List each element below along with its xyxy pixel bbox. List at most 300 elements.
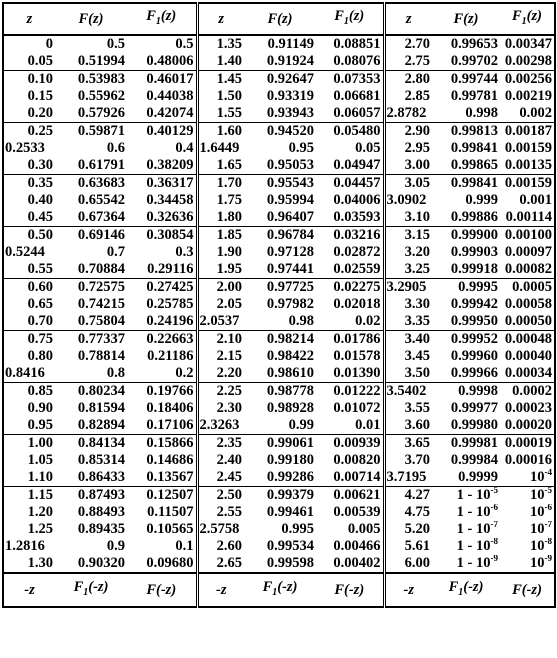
z-value-cell: 1.45 xyxy=(197,70,244,88)
f1-value-cell: 0.42074 xyxy=(146,104,194,121)
z-value-cell: 0.65 xyxy=(27,295,53,312)
footer-cell-4: $F_1(-z)$ xyxy=(262,578,298,598)
z-value-cell: 5.61 xyxy=(384,538,432,555)
f1-value-cell: 0.22663 xyxy=(146,330,194,347)
f1-value-cell: 0.14686 xyxy=(146,451,194,468)
z-value-cell: 1.50 xyxy=(197,88,244,105)
f-value-cell: $1 - 10^{-9}$ xyxy=(456,554,498,571)
f1-value-cell: 0.08076 xyxy=(333,52,381,69)
f-value-cell: 0.99461 xyxy=(266,503,314,520)
f-value-cell: 0.99 xyxy=(288,416,314,433)
f1-value-cell: 0.38209 xyxy=(146,156,194,173)
f1-value-cell: 0.12507 xyxy=(146,486,194,503)
f1-value-cell: 0.00020 xyxy=(504,416,552,433)
table-row xyxy=(3,348,555,365)
z-value-cell: 1.20 xyxy=(27,503,53,520)
f1-value-cell: 0.1 xyxy=(175,537,194,554)
z-value-cell: 3.05 xyxy=(384,174,432,192)
f-value-cell: 0.70884 xyxy=(77,260,125,277)
z-value-cell: 2.5758 xyxy=(197,521,244,538)
table-row xyxy=(3,486,555,504)
f1-value-cell: 0.00159 xyxy=(504,139,552,156)
z-value-cell: 2.70 xyxy=(384,35,432,53)
f1-value-cell: 0.002 xyxy=(519,104,552,121)
z-value-cell: 0.20 xyxy=(27,104,53,121)
f-value-cell: 0.94520 xyxy=(266,122,314,139)
f-value-cell: 0.99598 xyxy=(266,554,314,571)
f1-value-cell: 0.29116 xyxy=(147,260,194,277)
f-value-cell: 0.96784 xyxy=(266,226,314,243)
z-value-cell: 2.85 xyxy=(384,88,432,105)
f-value-cell: 0.99950 xyxy=(450,312,498,329)
f1-value-cell: 0.15866 xyxy=(146,434,194,451)
z-value-cell: 3.30 xyxy=(384,296,432,313)
f-value-cell: 0.67364 xyxy=(77,208,125,225)
f1-value-cell: $10^{-9}$ xyxy=(530,554,552,571)
header-cell-4: F(z) xyxy=(267,10,293,27)
z-value-cell: 0.05 xyxy=(27,52,53,69)
f-value-cell: 0.99977 xyxy=(450,399,498,416)
f-value-cell: 0.57926 xyxy=(77,104,125,121)
f-value-cell: 0.75804 xyxy=(77,312,125,329)
f1-value-cell: 0.02018 xyxy=(333,295,381,312)
f-value-cell: 0.98 xyxy=(288,312,314,329)
f-value-cell: 0.999 xyxy=(465,191,498,208)
f1-value-cell: 0.00347 xyxy=(504,35,552,52)
f-value-cell: 0.89435 xyxy=(77,520,125,537)
f1-value-cell: 0.13567 xyxy=(146,468,194,485)
f-value-cell: 0.98778 xyxy=(266,382,314,399)
z-value-cell: 2.55 xyxy=(197,504,244,521)
z-value-cell: 1.00 xyxy=(27,434,53,451)
z-value-cell: 2.60 xyxy=(197,538,244,555)
f1-value-cell: 0.07353 xyxy=(333,70,381,87)
f-value-cell: 0.99180 xyxy=(266,451,314,468)
f-value-cell: 0.69146 xyxy=(77,226,125,243)
f-value-cell: 0.8 xyxy=(106,364,125,381)
f-value-cell: 0.99061 xyxy=(266,434,314,451)
f-value-cell: 0.80234 xyxy=(77,382,125,399)
header-cell-5: $F_1(z)$ xyxy=(334,8,365,27)
f1-value-cell: 0.06057 xyxy=(333,104,381,121)
f-value-cell: 0.55962 xyxy=(77,87,125,104)
f-value-cell: 0.99379 xyxy=(266,486,314,503)
f1-value-cell: $10^{-4}$ xyxy=(530,468,552,485)
f-value-cell: 0.99903 xyxy=(450,243,498,260)
f-value-cell: 0.84134 xyxy=(77,434,125,451)
f1-value-cell: 0.00466 xyxy=(333,537,381,554)
z-value-cell: 2.25 xyxy=(197,382,244,400)
row-group xyxy=(3,35,555,71)
f-value-cell: 0.9999 xyxy=(458,468,498,485)
f1-value-cell: 0.00023 xyxy=(504,399,552,416)
f1-value-cell: 0.05 xyxy=(355,139,381,156)
z-value-cell: 3.7195 xyxy=(384,469,432,487)
z-value-cell: 4.75 xyxy=(384,504,432,521)
row-group xyxy=(3,226,555,278)
f-value-cell: 0.7 xyxy=(106,243,125,260)
f-value-cell: $1 - 10^{-7}$ xyxy=(456,520,498,537)
row-group xyxy=(3,382,555,434)
f-value-cell: 0.95994 xyxy=(266,191,314,208)
f1-value-cell: 0.00040 xyxy=(504,347,552,364)
z-value-cell: 1.25 xyxy=(27,520,53,537)
z-value-cell: 2.10 xyxy=(197,330,244,348)
table-footer-row xyxy=(3,573,555,607)
z-value-cell: 1.60 xyxy=(197,122,244,140)
f-value-cell: 0.93943 xyxy=(266,104,314,121)
row-group xyxy=(3,122,555,174)
row-group xyxy=(3,70,555,122)
z-value-cell: 3.60 xyxy=(384,417,432,435)
f1-value-cell: 0.05480 xyxy=(333,122,381,139)
f1-value-cell: 0.0005 xyxy=(512,278,552,295)
z-value-cell: 0.95 xyxy=(27,416,53,433)
f-value-cell: $1 - 10^{-5}$ xyxy=(456,486,498,503)
f1-value-cell: 0.01390 xyxy=(333,364,381,381)
f1-value-cell: 0.01222 xyxy=(333,382,381,399)
table-row xyxy=(3,538,555,555)
z-value-cell: 2.95 xyxy=(384,140,432,157)
table-row xyxy=(3,53,555,71)
table-row xyxy=(3,469,555,487)
f-value-cell: 0.90320 xyxy=(77,554,125,571)
f-value-cell: 0.96407 xyxy=(266,208,314,225)
f-value-cell: 0.86433 xyxy=(77,468,125,485)
table-row xyxy=(3,174,555,192)
z-value-cell: 0.85 xyxy=(27,382,53,399)
f1-value-cell: 0.11507 xyxy=(147,503,194,520)
f1-value-cell: 0.24196 xyxy=(146,312,194,329)
z-value-cell: 2.0537 xyxy=(197,313,244,331)
f1-value-cell: 0.00016 xyxy=(504,451,552,468)
f-value-cell: 0.99286 xyxy=(266,468,314,485)
f-value-cell: 0.65542 xyxy=(77,191,125,208)
z-value-cell: 0.2533 xyxy=(5,139,45,156)
table-row xyxy=(3,70,555,88)
f1-value-cell: 0.25785 xyxy=(146,295,194,312)
f1-value-cell: 0.17106 xyxy=(146,416,194,433)
f1-value-cell: 0.04006 xyxy=(333,191,381,208)
f1-value-cell: 0.02872 xyxy=(333,243,381,260)
f1-value-cell: 0.01578 xyxy=(333,347,381,364)
z-value-cell: 1.95 xyxy=(197,261,244,279)
z-value-cell: 3.50 xyxy=(384,365,432,383)
f-value-cell: 0.82894 xyxy=(77,416,125,433)
row-group xyxy=(3,486,555,573)
z-value-cell: 1.85 xyxy=(197,226,244,244)
z-value-cell: 2.3263 xyxy=(197,417,244,435)
header-cell-2: $F_1(z)$ xyxy=(146,8,177,27)
footer-cell-3: -z xyxy=(197,573,244,607)
z-value-cell: 1.80 xyxy=(197,209,244,227)
table-row xyxy=(3,226,555,244)
f1-value-cell: 0.03593 xyxy=(333,208,381,225)
table-row xyxy=(3,105,555,123)
f-value-cell: 0.99918 xyxy=(450,260,498,277)
f-value-cell: 0.81594 xyxy=(77,399,125,416)
z-value-cell: 2.50 xyxy=(197,486,244,504)
z-value-cell: 0.70 xyxy=(27,312,53,329)
table-row xyxy=(3,434,555,452)
z-value-cell: 0.8416 xyxy=(5,364,45,381)
f-value-cell: 0.97982 xyxy=(266,295,314,312)
row-group xyxy=(3,174,555,226)
f-value-cell: 0.87493 xyxy=(77,486,125,503)
table-row xyxy=(3,521,555,538)
f1-value-cell: 0.00097 xyxy=(504,243,552,260)
f-value-cell: 0.78814 xyxy=(77,347,125,364)
f-value-cell: 0.98610 xyxy=(266,364,314,381)
f1-value-cell: 0.00019 xyxy=(504,434,552,451)
z-value-cell: 3.2905 xyxy=(384,278,432,296)
header-cell-7: F(z) xyxy=(453,10,479,27)
f-value-cell: 0.95543 xyxy=(266,174,314,191)
f1-value-cell: 0.44038 xyxy=(146,87,194,104)
f1-value-cell: 0.00050 xyxy=(504,312,552,329)
z-value-cell: 3.40 xyxy=(384,330,432,348)
f1-value-cell: 0.001 xyxy=(519,191,552,208)
f1-value-cell: 0.02559 xyxy=(333,260,381,277)
f-value-cell: 0.99653 xyxy=(450,35,498,52)
z-value-cell: 0.35 xyxy=(27,174,53,191)
footer-cell-1: $F_1(-z)$ xyxy=(73,578,109,598)
table-row xyxy=(3,88,555,105)
f-value-cell: 0.99886 xyxy=(450,208,498,225)
z-value-cell: 0.10 xyxy=(27,70,53,87)
row-group xyxy=(3,330,555,382)
z-value-cell: 3.10 xyxy=(384,209,432,227)
table-row xyxy=(3,296,555,313)
f-value-cell: 0.95 xyxy=(288,139,314,156)
table-row xyxy=(3,157,555,175)
f-value-cell: $1 - 10^{-6}$ xyxy=(456,503,498,520)
table-row xyxy=(3,330,555,348)
f-value-cell: 0.97725 xyxy=(266,278,314,295)
f1-value-cell: 0.01786 xyxy=(333,330,381,347)
z-value-cell: 1.70 xyxy=(197,174,244,192)
f-value-cell: 0.99966 xyxy=(450,364,498,381)
f-value-cell: 0.99980 xyxy=(450,416,498,433)
header-cell-6: z xyxy=(384,3,432,35)
row-group xyxy=(3,278,555,330)
z-value-cell: 6.00 xyxy=(384,555,432,573)
f-value-cell: 0.95053 xyxy=(266,156,314,173)
f1-value-cell: 0.27425 xyxy=(146,278,194,295)
table-row xyxy=(3,400,555,417)
f-value-cell: 0.98928 xyxy=(266,399,314,416)
header-cell-0: z xyxy=(26,10,33,27)
table-row xyxy=(3,452,555,469)
z-value-cell: 2.40 xyxy=(197,452,244,469)
f-value-cell: 0.99900 xyxy=(450,226,498,243)
f1-value-cell: $10^{-5}$ xyxy=(530,486,552,503)
f1-value-cell: 0.0002 xyxy=(512,382,552,399)
f1-value-cell: 0.00159 xyxy=(504,174,552,191)
f-value-cell: 0.99744 xyxy=(450,70,498,87)
z-value-cell: 0.30 xyxy=(27,156,53,173)
z-value-cell: 2.8782 xyxy=(384,105,432,123)
z-value-cell: 1.15 xyxy=(27,486,53,503)
z-value-cell: 0.50 xyxy=(27,226,53,243)
f1-value-cell: 0.2 xyxy=(175,364,194,381)
table-row xyxy=(3,417,555,435)
z-value-cell: 3.0902 xyxy=(384,192,432,209)
f-value-cell: 0.99813 xyxy=(450,122,498,139)
f1-value-cell: 0.40129 xyxy=(146,122,194,139)
f-value-cell: 0.998 xyxy=(465,104,498,121)
footer-cell-6: -z xyxy=(384,573,432,607)
f-value-cell: 0.98422 xyxy=(266,347,314,364)
z-value-cell: 2.30 xyxy=(197,400,244,417)
table-row xyxy=(3,140,555,157)
z-value-cell: 0.15 xyxy=(27,87,53,104)
z-value-cell: 0.45 xyxy=(27,208,53,225)
z-value-cell: 3.15 xyxy=(384,226,432,244)
f1-value-cell: 0.00402 xyxy=(333,554,381,571)
table-row xyxy=(3,244,555,261)
footer-cell-7: $F_1(-z)$ xyxy=(448,578,484,598)
f1-value-cell: 0.00135 xyxy=(504,156,552,173)
z-value-cell: 2.90 xyxy=(384,122,432,140)
z-value-cell: 1.6449 xyxy=(197,140,244,157)
z-value-cell: 2.20 xyxy=(197,365,244,383)
z-value-cell: 1.55 xyxy=(197,105,244,123)
f1-value-cell: 0.08851 xyxy=(333,35,381,52)
z-value-cell: 3.00 xyxy=(384,157,432,175)
f-value-cell: 0.88493 xyxy=(77,503,125,520)
z-value-cell: 2.00 xyxy=(197,278,244,296)
f-value-cell: 0.74215 xyxy=(77,295,125,312)
table-row xyxy=(3,35,555,53)
z-value-cell: 3.20 xyxy=(384,244,432,261)
f-value-cell: 0.51994 xyxy=(77,52,125,69)
f1-value-cell: 0.00058 xyxy=(504,295,552,312)
z-value-cell: 3.5402 xyxy=(384,382,432,400)
f1-value-cell: $10^{-6}$ xyxy=(530,503,552,520)
header-cell-3: z xyxy=(197,3,244,35)
z-value-cell: 0.80 xyxy=(27,347,53,364)
f1-value-cell: 0.00114 xyxy=(505,208,552,225)
z-value-cell: 1.35 xyxy=(197,35,244,53)
f-value-cell: 0.99841 xyxy=(450,174,498,191)
table-row xyxy=(3,504,555,521)
table-row xyxy=(3,382,555,400)
f1-value-cell: 0.5 xyxy=(175,35,194,52)
f-value-cell: 0.6 xyxy=(106,139,125,156)
table-row xyxy=(3,555,555,573)
z-value-cell: 1.75 xyxy=(197,192,244,209)
f1-value-cell: 0.005 xyxy=(347,520,381,537)
f-value-cell: 0.77337 xyxy=(77,330,125,347)
z-value-cell: 0.90 xyxy=(27,399,53,416)
z-value-cell: 0.5244 xyxy=(5,243,45,260)
z-value-cell: 4.27 xyxy=(384,486,432,504)
f1-value-cell: 0.00714 xyxy=(333,468,381,485)
f1-value-cell: 0.4 xyxy=(175,139,194,156)
z-value-cell: 0 xyxy=(45,35,53,52)
f-value-cell: 0.93319 xyxy=(266,87,314,104)
f1-value-cell: 0.3 xyxy=(175,243,194,260)
z-value-cell: 1.90 xyxy=(197,244,244,261)
f-value-cell: 0.99781 xyxy=(450,87,498,104)
f-value-cell: 0.99702 xyxy=(450,52,498,69)
f-value-cell: 0.99534 xyxy=(266,537,314,554)
table-row xyxy=(3,278,555,296)
table-row xyxy=(3,261,555,279)
f1-value-cell: 0.06681 xyxy=(333,87,381,104)
f1-value-cell: 0.00048 xyxy=(504,330,552,347)
table-row xyxy=(3,209,555,227)
f1-value-cell: 0.32636 xyxy=(146,208,194,225)
f-value-cell: 0.92647 xyxy=(266,70,314,87)
z-value-cell: 2.75 xyxy=(384,53,432,71)
f-value-cell: 0.91924 xyxy=(266,52,314,69)
f-value-cell: 0.9998 xyxy=(458,382,498,399)
z-value-cell: 2.80 xyxy=(384,70,432,88)
f1-value-cell: 0.00539 xyxy=(333,503,381,520)
z-value-cell: 1.65 xyxy=(197,157,244,175)
z-value-cell: 5.20 xyxy=(384,521,432,538)
z-value-cell: 2.15 xyxy=(197,348,244,365)
f1-value-cell: 0.01 xyxy=(355,416,381,433)
f-value-cell: 0.97128 xyxy=(266,243,314,260)
header-cell-8: $F_1(z)$ xyxy=(512,8,542,27)
z-value-cell: 0.60 xyxy=(27,278,53,295)
f-value-cell: 0.91149 xyxy=(267,35,314,52)
table-row xyxy=(3,192,555,209)
f1-value-cell: $10^{-7}$ xyxy=(530,520,552,537)
f1-value-cell: 0.00820 xyxy=(333,451,381,468)
z-value-cell: 2.35 xyxy=(197,434,244,452)
f-value-cell: 0.5 xyxy=(106,35,125,52)
f-value-cell: 0.995 xyxy=(281,520,314,537)
f1-value-cell: 0.04457 xyxy=(333,174,381,191)
f-value-cell: 0.99960 xyxy=(450,347,498,364)
f1-value-cell: 0.00100 xyxy=(504,226,552,243)
f1-value-cell: 0.00621 xyxy=(333,486,381,503)
footer-cell-8: F(-z) xyxy=(512,581,542,598)
f1-value-cell: 0.02275 xyxy=(333,278,381,295)
f1-value-cell: $10^{-8}$ xyxy=(530,537,552,554)
f1-value-cell: 0.00082 xyxy=(504,260,552,277)
z-value-cell: 3.45 xyxy=(384,348,432,365)
f1-value-cell: 0.00219 xyxy=(504,87,552,104)
z-value-cell: 3.25 xyxy=(384,261,432,279)
f-value-cell: 0.98214 xyxy=(266,330,314,347)
f1-value-cell: 0.00187 xyxy=(504,122,552,139)
f1-value-cell: 0.03216 xyxy=(333,226,381,243)
f-value-cell: 0.9 xyxy=(106,537,125,554)
f-value-cell: 0.85314 xyxy=(77,451,125,468)
f1-value-cell: 0.00034 xyxy=(504,364,552,381)
f-value-cell: 0.97441 xyxy=(266,260,314,277)
f1-value-cell: 0.21186 xyxy=(147,347,194,364)
footer-cell-2: F(-z) xyxy=(146,581,177,598)
f-value-cell: 0.72575 xyxy=(77,278,125,295)
f1-value-cell: 0.46017 xyxy=(146,70,194,87)
f1-value-cell: 0.48006 xyxy=(146,52,194,69)
f1-value-cell: 0.01072 xyxy=(333,399,381,416)
f1-value-cell: 0.02 xyxy=(355,312,381,329)
table-row xyxy=(3,122,555,140)
z-value-cell: 1.2816 xyxy=(5,537,45,554)
f-value-cell: 0.9995 xyxy=(458,278,498,295)
z-value-cell: 1.05 xyxy=(27,451,53,468)
f-value-cell: 0.99841 xyxy=(450,139,498,156)
z-value-cell: 2.05 xyxy=(197,296,244,313)
f1-value-cell: 0.19766 xyxy=(146,382,194,399)
